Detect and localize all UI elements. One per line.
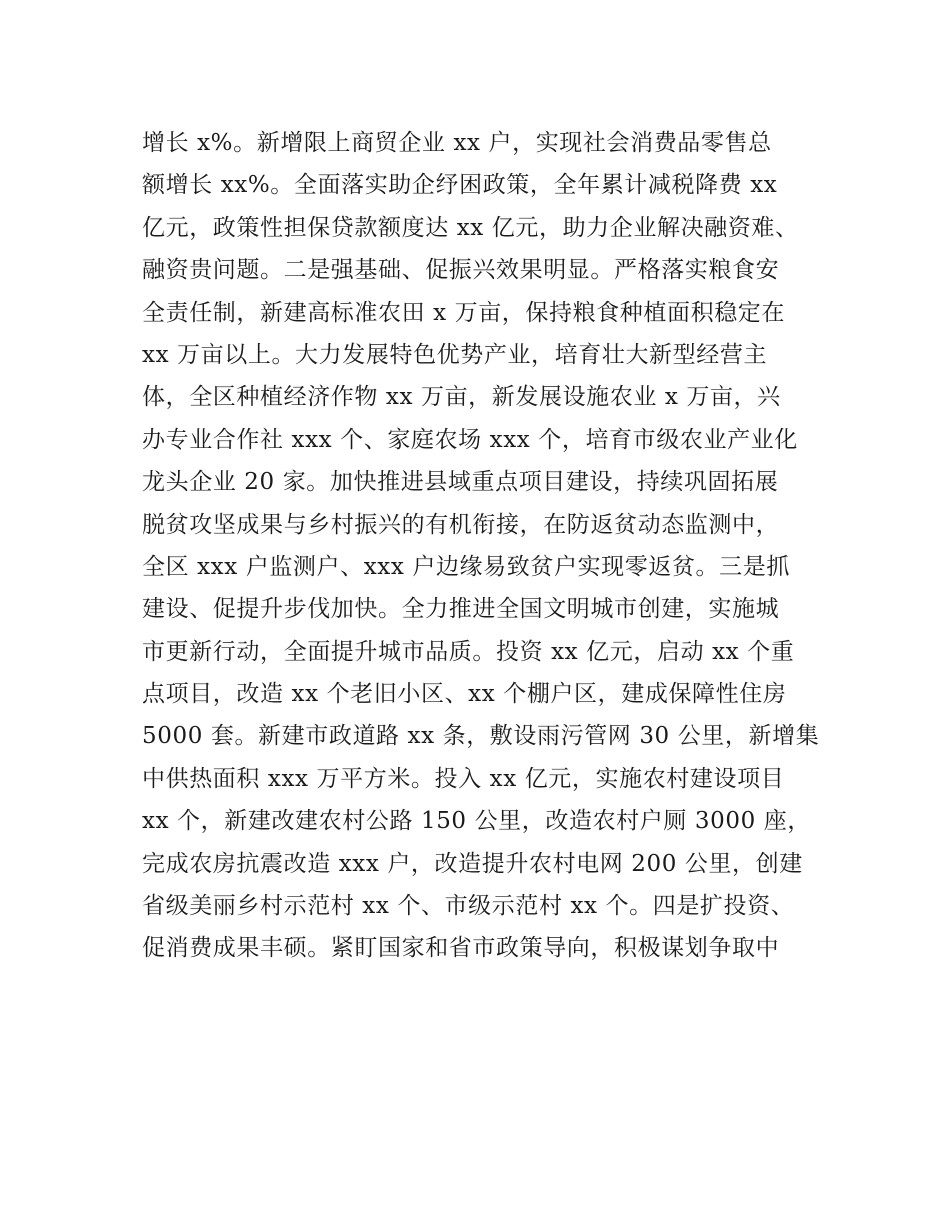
text-line: 全责任制，新建高标准农田 x 万亩，保持粮食种植面积稳定在: [142, 299, 785, 326]
text-line: 建设、促提升步伐加快。全力推进全国文明城市创建，实施城: [142, 596, 780, 623]
text-line: 融资贵问题。二是强基础、促振兴效果明显。严格落实粮食安: [142, 257, 780, 284]
text-line: 点项目，改造 xx 个老旧小区、xx 个棚户区，建成保障性住房: [142, 681, 787, 708]
text-line: xx 万亩以上。大力发展特色优势产业，培育壮大新型经营主: [142, 341, 768, 368]
text-line: 龙头企业 20 家。加快推进县域重点项目建设，持续巩固拓展: [142, 469, 779, 496]
text-line: xx 个，新建改建农村公路 150 公里，改造农村户厕 3000 座，: [142, 808, 811, 835]
text-line: 完成农房抗震改造 xxx 户，改造提升农村电网 200 公里，创建: [142, 850, 803, 877]
text-line: 5000 套。新建市政道路 xx 条，敷设雨污管网 30 公里，新增集: [142, 723, 820, 750]
text-line: 体，全区种植经济作物 xx 万亩，新发展设施农业 x 万亩，兴: [142, 384, 781, 411]
text-line: 办专业合作社 xxx 个、家庭农场 xxx 个，培育市级农业产业化: [142, 426, 798, 453]
text-line: 全区 xxx 户监测户、xxx 户边缘易致贫户实现零返贫。三是抓: [142, 553, 790, 580]
text-line: 增长 x%。新增限上商贸企业 xx 户，实现社会消费品零售总: [142, 130, 772, 156]
text-line: 促消费成果丰硕。紧盯国家和省市政策导向，积极谋划争取中: [142, 935, 780, 962]
text-line: 市更新行动，全面提升城市品质。投资 xx 亿元，启动 xx 个重: [142, 638, 795, 665]
text-line: 省级美丽乡村示范村 xx 个、市级示范村 xx 个。四是扩投资、: [142, 893, 795, 920]
body-paragraph: [142, 122, 822, 970]
text-line: 额增长 xx%。全面落实助企纾困政策，全年累计减税降费 xx: [142, 172, 778, 199]
text-line: 亿元，政策性担保贷款额度达 xx 亿元，助力企业解决融资难、: [142, 214, 799, 241]
text-line: 中供热面积 xxx 万平方米。投入 xx 亿元，实施农村建设项目: [142, 765, 785, 792]
text-line: 脱贫攻坚成果与乡村振兴的有机衔接，在防返贫动态监测中，: [142, 511, 780, 538]
